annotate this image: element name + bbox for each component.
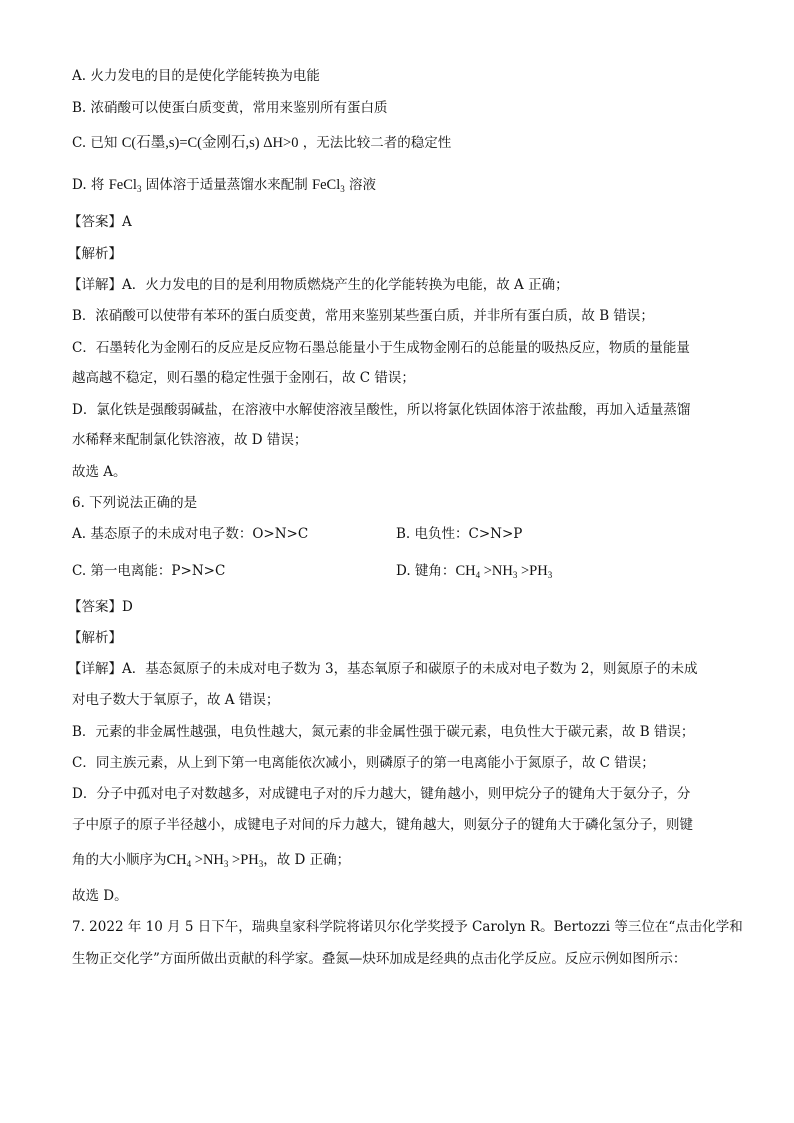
q6-option-d: D. 键角：$CH_4 >NH_3 >PH_3$: [396, 563, 553, 580]
q6-option-a: A. 基态原子的未成对电子数：O>N>C: [72, 526, 309, 542]
q6-detail-line: 【详解】A．基态氮原子的未成对电子数为 3，基态氧原子和碳原子的未成对电子数为 2，则氮原子的未成: [68, 661, 698, 677]
q5-detail-line: 【详解】A．火力发电的目的是利用物质燃烧产生的化学能转换为电能，故 A 正确；: [68, 277, 569, 293]
q6-detail-line: 角的大小顺序为$CH_4 >NH_3 >PH_3$，故 D 正确；: [72, 852, 351, 869]
q5-option-c-suffix: ，无法比较二者的稳定性: [302, 135, 452, 151]
q6-detail-line: C．同主族元素，从上到下第一电离能依次减小，则磷原子的第一电离能小于氮原子，故 C 错误；: [72, 755, 655, 771]
q5-option-d-middle: 固体溶于适量蒸馏水来配制: [145, 177, 308, 193]
fecl3-formula-2: FeCl$_3$: [312, 177, 345, 194]
fecl3-formula: FeCl$_3$: [108, 177, 142, 194]
q6-stem: 6. 下列说法正确的是: [72, 495, 198, 511]
q5-analysis-heading: 【解析】: [68, 246, 122, 262]
q5-option-d: [72, 175, 730, 199]
q7-line: 7. 2022 年 10 月 5 日下午，瑞典皇家科学院将诺贝尔化学奖授予 Carolyn R。Bertozzi 等三位在“点击化学和: [72, 919, 743, 935]
q7-line: 生物正交化学”方面所做出贡献的科学家。叠氮—炔环加成是经典的点击化学反应。反应示例如图所示：: [72, 951, 687, 967]
bond-angle-formula: $CH_4 >NH_3 >PH_3$: [455, 563, 553, 580]
q5-detail-line: 水稀释来配制氯化铁溶液，故 D 错误；: [72, 432, 308, 448]
q6-analysis-heading: 【解析】: [68, 630, 122, 646]
q6-detail-line: 子中原子的原子半径越小，成键电子对间的斥力越大，键角越大，则氨分子的键角大于磷化氢分子，则键: [72, 817, 693, 833]
q5-detail-line: 越高越不稳定，则石墨的稳定性强于金刚石，故 C 错误；: [72, 370, 415, 386]
q5-answer: 【答案】A: [68, 214, 132, 230]
q5-option-c: [72, 133, 730, 153]
q5-option-d-prefix: D. 将: [72, 177, 105, 193]
q6-option-b: B. 电负性：C>N>P: [396, 526, 523, 542]
q6-options-row-2: [72, 561, 730, 581]
q5-detail-line: C．石墨转化为金刚石的反应是反应物石墨总能量小于生成物金刚石的总能量的吸热反应，物质的量能量: [72, 340, 690, 356]
q5-detail-line: D．氯化铁是强酸弱碱盐，在溶液中水解使溶液呈酸性，所以将氯化铁固体溶于浓盐酸，再加入适量蒸馏: [72, 402, 691, 418]
q5-option-b: B. 浓硝酸可以使蛋白质变黄，常用来鉴别所有蛋白质: [72, 100, 388, 116]
q6-detail-line: D．分子中孤对电子对数越多，对成键电子对的斥力越大，键角越小，则甲烷分子的键角大于氨分子，分: [72, 786, 691, 802]
bond-angle-order-formula: $CH_4 >NH_3 >PH_3$: [166, 852, 264, 869]
q6-detail-line: 对电子数大于氧原子，故 A 错误；: [72, 692, 280, 708]
q5-option-d-suffix: 溶液: [349, 177, 377, 193]
q6-option-c: C. 第一电离能：P>N>C: [72, 563, 226, 579]
q5-option-c-prefix: C. 已知: [72, 135, 118, 151]
q6-detail-line: B．元素的非金属性越强，电负性越大，氮元素的非金属性强于碳元素，电负性大于碳元素，故 B 错误；: [72, 724, 695, 740]
q5-option-c-equation: C(石墨,s)=C(金刚石,s) ΔH>0: [121, 135, 299, 151]
q5-detail-line: B．浓硝酸可以使带有苯环的蛋白质变黄，常用来鉴别某些蛋白质，并非所有蛋白质，故 B 错误；: [72, 308, 654, 324]
q5-option-a: A. 火力发电的目的是使化学能转换为电能: [72, 68, 320, 84]
q6-conclusion: 故选 D。: [72, 888, 128, 904]
q6-answer: 【答案】D: [68, 599, 133, 615]
q6-options-row-1: [72, 524, 730, 544]
q5-conclusion: 故选 A。: [72, 464, 127, 480]
